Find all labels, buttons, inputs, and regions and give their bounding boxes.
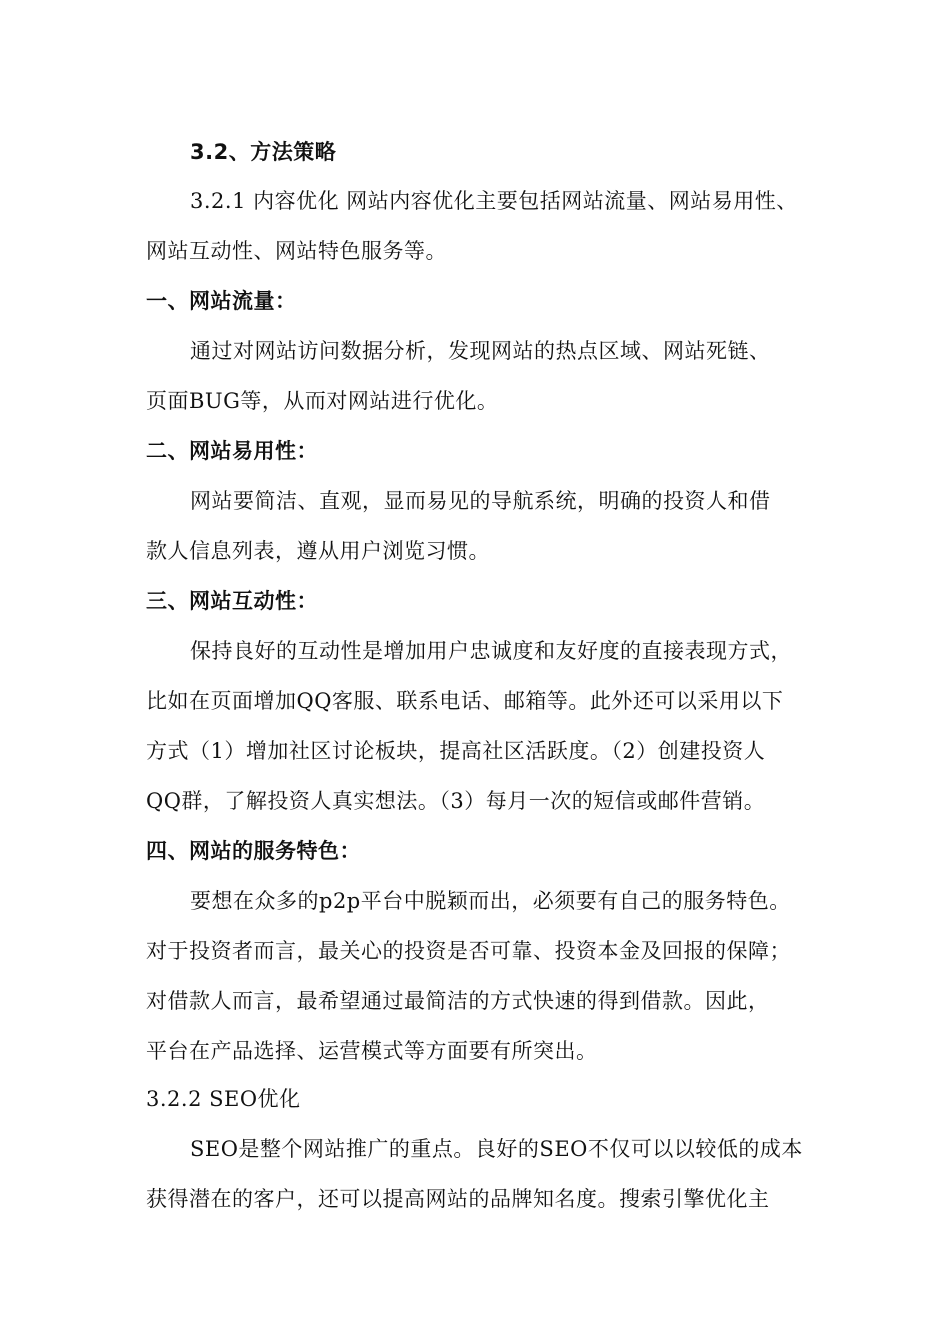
intro-line-1: 3.2.1 内容优化 网站内容优化主要包括网站流量、网站易用性、 <box>190 189 798 213</box>
interactivity-line-3: 方式（1）增加社区讨论板块，提高社区活跃度。（2）创建投资人 <box>146 739 766 763</box>
usability-line-2: 款人信息列表，遵从用户浏览习惯。 <box>146 539 490 563</box>
traffic-line-2: 页面BUG等，从而对网站进行优化。 <box>146 389 499 413</box>
service-line-4: 平台在产品选择、运营模式等方面要有所突出。 <box>146 1039 598 1063</box>
intro-line-2: 网站互动性、网站特色服务等。 <box>146 239 447 263</box>
service-line-2: 对于投资者而言，最关心的投资是否可靠、投资本金及回报的保障； <box>146 939 791 963</box>
usability-line-1: 网站要简洁、直观，显而易见的导航系统，明确的投资人和借 <box>190 489 771 513</box>
usability-heading: 二、网站易用性： <box>146 439 318 463</box>
traffic-heading: 一、网站流量： <box>146 289 297 313</box>
service-line-1: 要想在众多的p2p平台中脱颖而出，必须要有自己的服务特色。 <box>190 889 791 913</box>
section-title: 3.2、方法策略 <box>190 140 337 164</box>
seo-line-1: SEO是整个网站推广的重点。良好的SEO不仅可以以较低的成本 <box>190 1137 803 1161</box>
service-line-3: 对借款人而言，最希望通过最简洁的方式快速的得到借款。因此， <box>146 989 770 1013</box>
traffic-line-1: 通过对网站访问数据分析，发现网站的热点区域、网站死链、 <box>190 339 771 363</box>
service-heading: 四、网站的服务特色： <box>146 839 361 863</box>
interactivity-line-4: QQ群，了解投资人真实想法。（3）每月一次的短信或邮件营销。 <box>146 789 766 813</box>
interactivity-heading: 三、网站互动性： <box>146 589 318 613</box>
seo-line-2: 获得潜在的客户，还可以提高网站的品牌知名度。搜索引擎优化主 <box>146 1187 770 1211</box>
seo-heading: 3.2.2 SEO优化 <box>146 1087 301 1111</box>
interactivity-line-2: 比如在页面增加QQ客服、联系电话、邮箱等。此外还可以采用以下 <box>146 689 784 713</box>
interactivity-line-1: 保持良好的互动性是增加用户忠诚度和友好度的直接表现方式， <box>190 639 792 663</box>
